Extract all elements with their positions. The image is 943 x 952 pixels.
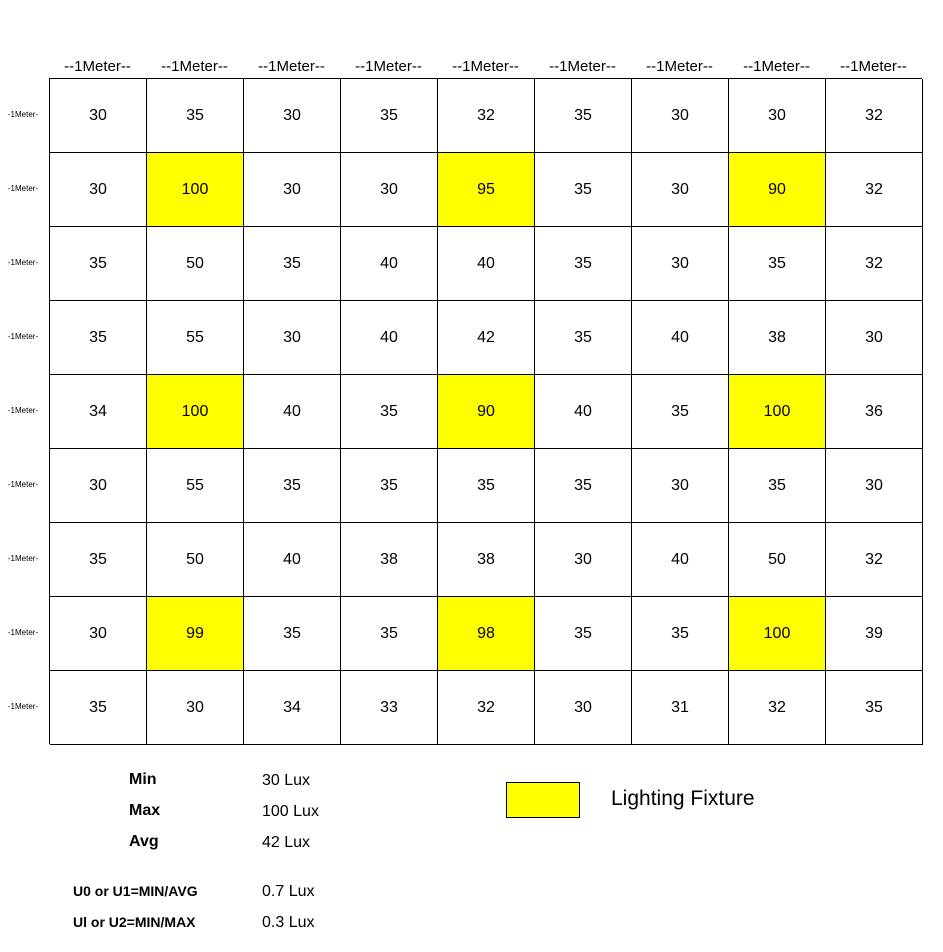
- row-label: -1Meter-: [7, 702, 39, 711]
- lux-cell: 30: [50, 153, 147, 227]
- lux-cell: 50: [147, 227, 244, 301]
- lux-cell: 35: [729, 227, 826, 301]
- lighting-fixture-legend-swatch: [506, 782, 580, 818]
- uniformity-u1-value: 0.7 Lux: [262, 883, 315, 900]
- lux-cell: 32: [729, 671, 826, 745]
- lux-cell: 55: [147, 449, 244, 523]
- fixture-cell: 100: [147, 153, 244, 227]
- lux-cell: 32: [826, 227, 923, 301]
- lux-cell: 35: [632, 597, 729, 671]
- lux-cell: 40: [535, 375, 632, 449]
- lux-cell: 30: [244, 79, 341, 153]
- fixture-cell: 98: [438, 597, 535, 671]
- lux-cell: 30: [535, 671, 632, 745]
- lux-cell: 40: [632, 523, 729, 597]
- lux-cell: 30: [632, 79, 729, 153]
- column-meter-labels: [49, 57, 922, 77]
- row-meter-labels: [4, 78, 42, 744]
- uniformity-u2-value: 0.3 Lux: [262, 914, 315, 931]
- lux-cell: 30: [535, 523, 632, 597]
- lux-cell: 30: [826, 449, 923, 523]
- lux-cell: 30: [341, 153, 438, 227]
- column-label: --1Meter--: [646, 58, 713, 75]
- lux-cell: 55: [147, 301, 244, 375]
- lux-cell: 40: [244, 523, 341, 597]
- lux-cell: 35: [244, 227, 341, 301]
- lux-cell: 35: [50, 301, 147, 375]
- lux-cell: 35: [632, 375, 729, 449]
- fixture-cell: 95: [438, 153, 535, 227]
- lux-cell: 30: [632, 227, 729, 301]
- column-label: --1Meter--: [258, 58, 325, 75]
- lux-cell: 35: [729, 449, 826, 523]
- lux-cell: 38: [729, 301, 826, 375]
- fixture-cell: 90: [729, 153, 826, 227]
- min-value: 30 Lux: [262, 772, 311, 789]
- row-label: -1Meter-: [7, 332, 39, 341]
- fixture-cell: 90: [438, 375, 535, 449]
- uniformity-u1-label: U0 or U1=MIN/AVG: [73, 883, 198, 899]
- lux-cell: 33: [341, 671, 438, 745]
- row-label: -1Meter-: [7, 628, 39, 637]
- fixture-cell: 100: [729, 597, 826, 671]
- lux-cell: 35: [341, 449, 438, 523]
- row-label: -1Meter-: [7, 110, 39, 119]
- lux-cell: 35: [826, 671, 923, 745]
- max-label: Max: [129, 802, 161, 819]
- lux-cell: 36: [826, 375, 923, 449]
- column-label: --1Meter--: [161, 58, 228, 75]
- lux-cell: 35: [341, 79, 438, 153]
- lux-cell: 30: [147, 671, 244, 745]
- lux-cell: 34: [244, 671, 341, 745]
- lux-cell: 30: [50, 597, 147, 671]
- lux-cell: 35: [50, 227, 147, 301]
- lux-cell: 30: [826, 301, 923, 375]
- lux-cell: 30: [244, 301, 341, 375]
- fixture-cell: 100: [729, 375, 826, 449]
- avg-label: Avg: [129, 833, 159, 850]
- lux-cell: 32: [826, 79, 923, 153]
- max-value: 100 Lux: [262, 803, 319, 820]
- lux-cell: 35: [535, 597, 632, 671]
- column-label: --1Meter--: [452, 58, 519, 75]
- column-label: --1Meter--: [840, 58, 907, 75]
- lux-cell: 35: [50, 671, 147, 745]
- lux-cell: 35: [535, 227, 632, 301]
- lux-cell: 30: [50, 79, 147, 153]
- lux-cell: 35: [535, 79, 632, 153]
- lux-cell: 42: [438, 301, 535, 375]
- lux-cell: 30: [50, 449, 147, 523]
- lux-cell: 50: [147, 523, 244, 597]
- row-label: -1Meter-: [7, 258, 39, 267]
- lux-cell: 30: [632, 449, 729, 523]
- column-label: --1Meter--: [743, 58, 810, 75]
- lux-cell: 34: [50, 375, 147, 449]
- fixture-cell: 100: [147, 375, 244, 449]
- lux-cell: 35: [341, 597, 438, 671]
- column-label: --1Meter--: [355, 58, 422, 75]
- lux-cell: 32: [826, 523, 923, 597]
- column-label: --1Meter--: [64, 58, 131, 75]
- lux-cell: 30: [632, 153, 729, 227]
- avg-value: 42 Lux: [262, 834, 311, 851]
- lux-cell: 35: [535, 449, 632, 523]
- min-label: Min: [129, 771, 157, 788]
- lux-cell: 32: [826, 153, 923, 227]
- lux-cell: 40: [438, 227, 535, 301]
- lux-cell: 40: [341, 227, 438, 301]
- lux-cell: 38: [438, 523, 535, 597]
- lux-cell: 35: [535, 301, 632, 375]
- lux-cell: 40: [341, 301, 438, 375]
- lux-cell: 30: [244, 153, 341, 227]
- uniformity-u2-label: Ul or U2=MIN/MAX: [73, 914, 196, 930]
- lux-cell: 50: [729, 523, 826, 597]
- lux-cell: 35: [341, 375, 438, 449]
- lux-cell: 35: [535, 153, 632, 227]
- lux-cell: 35: [244, 597, 341, 671]
- lux-cell: 35: [147, 79, 244, 153]
- row-label: -1Meter-: [7, 406, 39, 415]
- lux-cell: 30: [729, 79, 826, 153]
- lux-cell: 40: [244, 375, 341, 449]
- lux-cell: 40: [632, 301, 729, 375]
- lighting-fixture-legend-label: Lighting Fixture: [611, 787, 755, 810]
- lux-cell: 35: [438, 449, 535, 523]
- lux-cell: 35: [244, 449, 341, 523]
- lux-grid: [49, 78, 922, 744]
- fixture-cell: 99: [147, 597, 244, 671]
- row-label: -1Meter-: [7, 480, 39, 489]
- row-label: -1Meter-: [7, 184, 39, 193]
- row-label: -1Meter-: [7, 554, 39, 563]
- lux-cell: 32: [438, 671, 535, 745]
- lux-cell: 38: [341, 523, 438, 597]
- column-label: --1Meter--: [549, 58, 616, 75]
- lux-cell: 32: [438, 79, 535, 153]
- lux-cell: 35: [50, 523, 147, 597]
- lux-cell: 31: [632, 671, 729, 745]
- lux-cell: 39: [826, 597, 923, 671]
